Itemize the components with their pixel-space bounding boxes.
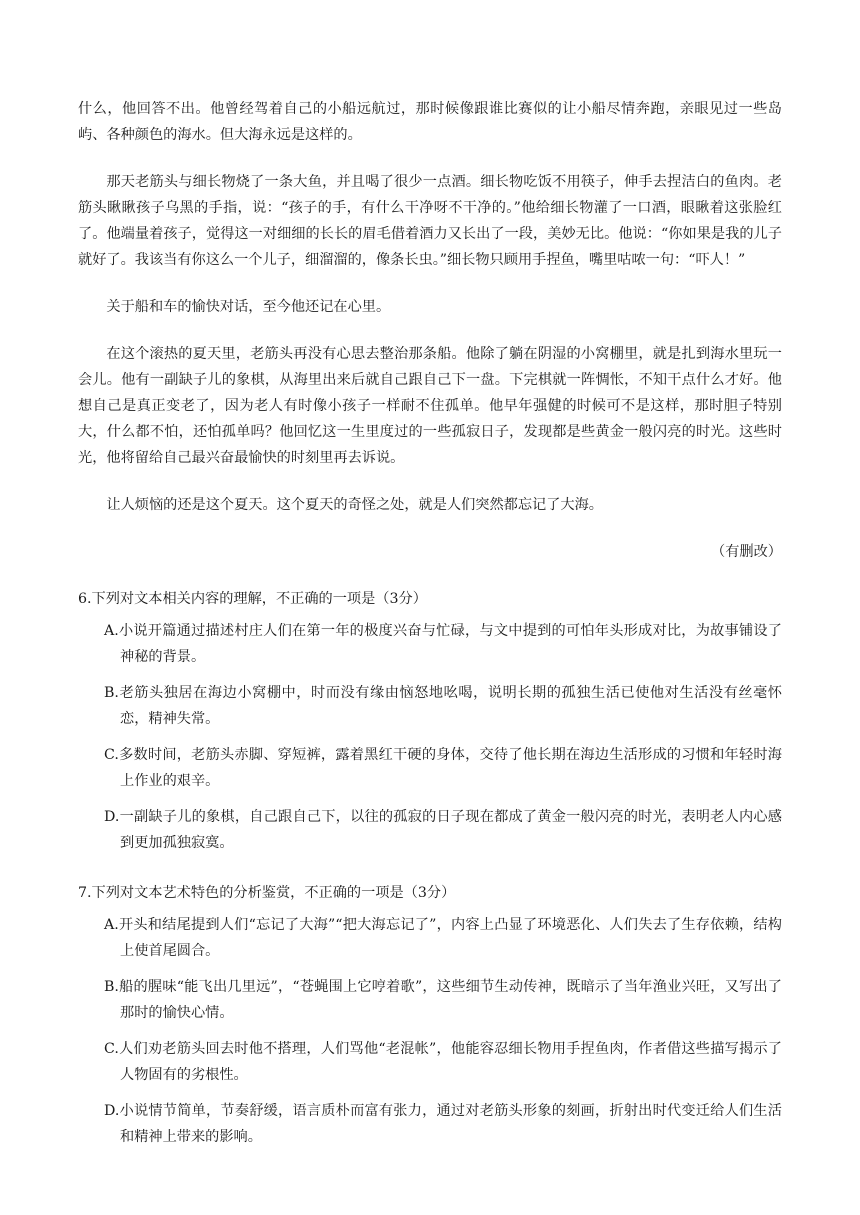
edit-note: （有删改）: [711, 544, 782, 560]
question-6-option-b: B.老筋头独居在海边小窝棚中，时而没有缘由恼怒地吆喝，说明长期的孤独生活已使他对生活没有丝毫怀恋，精神失常。: [104, 685, 782, 727]
passage-paragraph-2: 那天老筋头与细长物烧了一条大鱼，并且喝了很少一点酒。细长物吃饭不用筷子，伸手去捏洁白的鱼肉。老筋头瞅瞅孩子乌黑的手指，说：“孩子的手，有什么干净呀不干净的。”他给细长物灌了一口酒，眼瞅着这张脸红了。他端量着孩子，觉得这一对细细的长长的眉毛借着酒力又长出了一段，美妙无比。他说：“你如果是我的儿子就好了。我该当有你这么一个儿子，细溜溜的，像条长虫。”细长物只顾用手捏鱼，嘴里咕哝一句：“吓人！”: [78, 174, 782, 268]
question-7-option-a: A.开头和结尾提到人们“忘记了大海”“把大海忘记了”，内容上凸显了环境恶化、人们失去了生存依赖，结构上使首尾圆合。: [104, 917, 782, 959]
question-spacer: [78, 866, 782, 880]
question-7: [78, 880, 782, 1150]
passage-paragraph-1: 什么，他回答不出。他曾经驾着自己的小船远航过，那时候像跟谁比赛似的让小船尽情奔跑，亲眼见过一些岛屿、各种颜色的海水。但大海永远是这样的。: [78, 101, 782, 143]
question-6: [78, 586, 782, 856]
question-7-option-c: C.人们劝老筋头回去时他不搭理，人们骂他“老混帐”，他能容忍细长物用手捏鱼肉，作者借这些描写揭示了人物固有的劣根性。: [104, 1041, 782, 1083]
question-6-stem: 6.下列对文本相关内容的理解，不正确的一项是（3分）: [78, 591, 427, 607]
question-7-option-d: D.小说情节简单，节奏舒缓，语言质朴而富有张力，通过对老筋头形象的刻画，折射出时代变迁给人们生活和精神上带来的影响。: [104, 1103, 782, 1145]
passage-paragraph-5: 让人烦恼的还是这个夏天。这个夏天的奇怪之处，就是人们突然都忘记了大海。: [106, 497, 603, 513]
question-6-option-d: D.一副缺子儿的象棋，自己跟自己下，以往的孤寂的日子现在都成了黄金一般闪亮的时光，表明老人内心感到更加孤独寂寞。: [104, 809, 782, 851]
passage-paragraph-4: 在这个滚热的夏天里，老筋头再没有心思去整治那条船。他除了躺在阴湿的小窝棚里，就是扎到海水里玩一会儿。他有一副缺子儿的象棋，从海里出来后就自己跟自己下一盘。下完棋就一阵惆怅，不知干点什么才好。他想自己是真正变老了，因为老人有时像小孩子一样耐不住孤单。他早年强健的时候可不是这样，那时胆子特别大，什么都不怕，还怕孤单吗？他回忆这一生里度过的一些孤寂日子，发现都是些黄金一般闪亮的时光。这些时光，他将留给自己最兴奋最愉快的时刻里再去诉说。: [78, 346, 782, 466]
document-page: [78, 96, 782, 1160]
question-6-option-a: A.小说开篇通过描述村庄人们在第一年的极度兴奋与忙碌，与文中提到的可怕年头形成对比，为故事铺设了神秘的背景。: [104, 623, 782, 665]
question-7-stem: 7.下列对文本艺术特色的分析鉴赏，不正确的一项是（3分）: [78, 885, 456, 901]
question-6-option-c: C.多数时间，老筋头赤脚、穿短裤，露着黑红干硬的身体，交待了他长期在海边生活形成的习惯和年轻时海上作业的艰辛。: [104, 747, 782, 789]
question-7-option-b: B.船的腥味“能飞出几里远”，“苍蝇围上它哼着歌”，这些细节生动传神，既暗示了当年渔业兴旺，又写出了那时的愉快心情。: [104, 979, 782, 1021]
passage-paragraph-3: 关于船和车的愉快对话，至今他还记在心里。: [106, 299, 391, 315]
